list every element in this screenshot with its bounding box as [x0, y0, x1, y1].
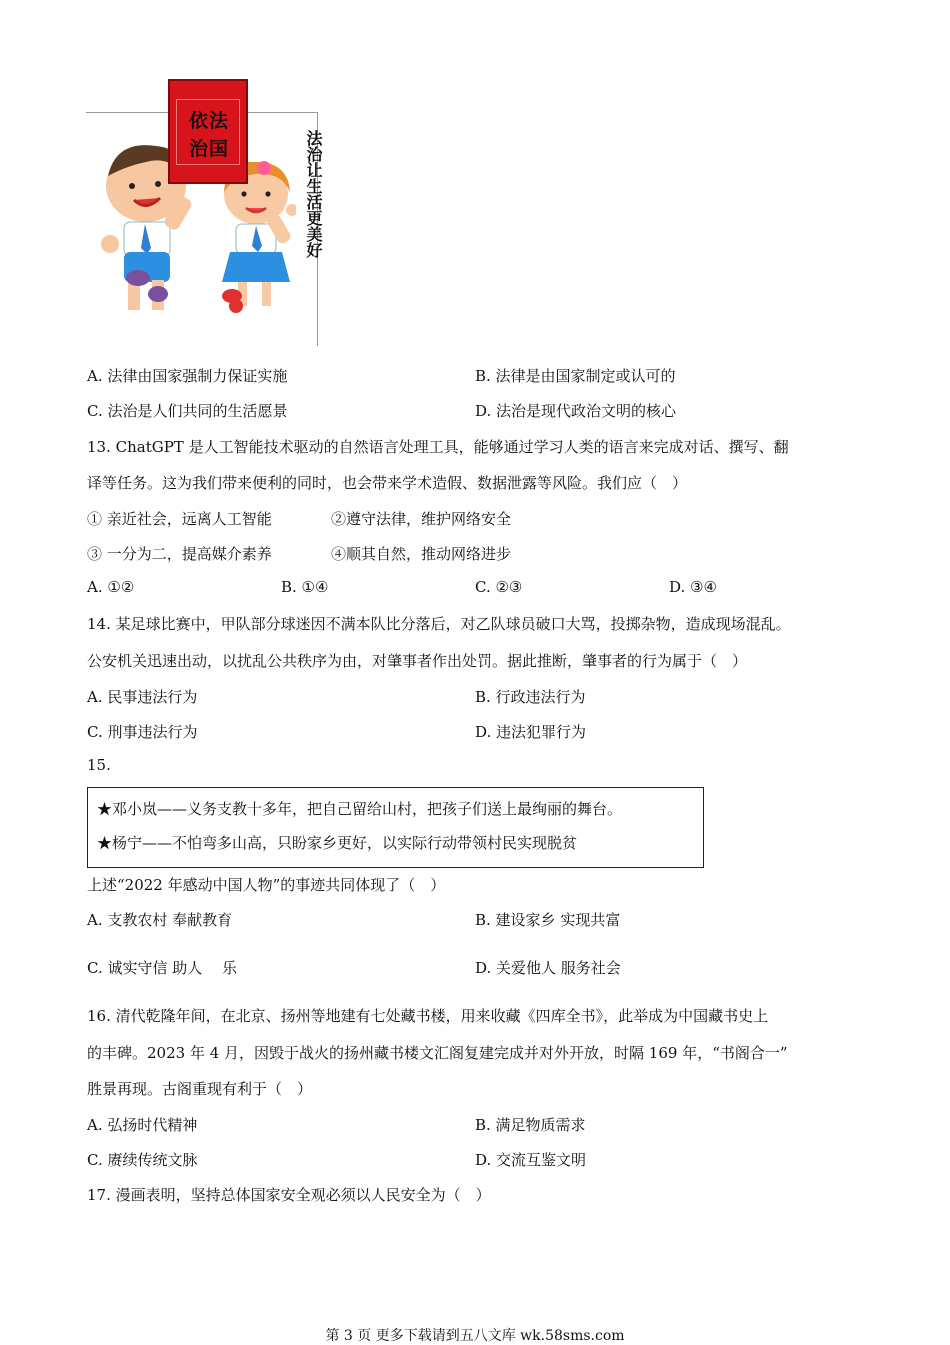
- q13-stem-line2: 译等任务。这为我们带来便利的同时，也会带来学术造假、数据泄露等风险。我们应（ ）: [87, 474, 688, 492]
- q12-option-c: C. 法治是人们共同的生活愿景: [87, 402, 288, 420]
- q16-stem-line2: 的丰碑。2023 年 4 月，因毁于战火的扬州藏书楼文汇阁复建完成并对外开放，时隔 169 年，“书阁合一”: [87, 1044, 788, 1062]
- q16-option-c: C. 赓续传统文脉: [87, 1151, 198, 1169]
- q15-stem: 上述“2022 年感动中国人物”的事迹共同体现了（ ）: [87, 876, 446, 894]
- q13-option-c: C. ②③: [475, 578, 523, 596]
- q15-material-box: [87, 787, 704, 868]
- q13-option-a: A. ①②: [87, 578, 135, 596]
- slogan-vertical: 法治让生活更美好: [304, 130, 323, 258]
- q12-option-b: B. 法律是由国家制定或认可的: [475, 367, 676, 385]
- q16-stem-line3: 胜景再现。古阁重现有利于（ ）: [87, 1080, 313, 1098]
- q15-option-b: B. 建设家乡 实现共富: [475, 911, 621, 929]
- q16-option-a: A. 弘扬时代精神: [87, 1116, 198, 1134]
- book-label: [176, 99, 240, 165]
- q13-stem-line1: 13. ChatGPT 是人工智能技术驱动的自然语言处理工具，能够通过学习人类的语言来完成对话、撰写、翻: [87, 438, 789, 456]
- q15-box-line2: ★杨宁——不怕弯多山高，只盼家乡更好，以实际行动带领村民实现脱贫: [97, 834, 578, 852]
- q16-option-d: D. 交流互鉴文明: [475, 1151, 587, 1169]
- q15-box-line1: ★邓小岚——义务支教十多年，把自己留给山村，把孩子们送上最绚丽的舞台。: [97, 800, 623, 818]
- q12-option-a: A. 法律由国家强制力保证实施: [87, 367, 288, 385]
- q12-option-d: D. 法治是现代政治文明的核心: [475, 402, 677, 420]
- book-title-line1: 依法: [188, 110, 229, 132]
- q14-stem-line1: 14. 某足球比赛中，甲队部分球迷因不满本队比分落后，对乙队球员破口大骂，投掷杂物，造成现场混乱。: [87, 615, 791, 633]
- q13-item-1: ① 亲近社会，远离人工智能: [87, 510, 272, 528]
- q14-option-d: D. 违法犯罪行为: [475, 723, 587, 741]
- q15-option-d: D. 关爱他人 服务社会: [475, 959, 621, 977]
- q14-stem-line2: 公安机关迅速出动，以扰乱公共秩序为由，对肇事者作出处罚。据此推断，肇事者的行为属于（ ）: [87, 652, 748, 670]
- q13-option-b: B. ①④: [281, 578, 329, 596]
- law-illustration: [86, 76, 322, 346]
- q16-option-b: B. 满足物质需求: [475, 1116, 586, 1134]
- q14-option-b: B. 行政违法行为: [475, 688, 586, 706]
- q15-number: 15.: [87, 756, 111, 774]
- q15-option-a: A. 支教农村 奉献教育: [87, 911, 233, 929]
- q15-option-c: C. 诚实守信 助人 乐: [87, 959, 238, 977]
- q17-stem: 17. 漫画表明，坚持总体国家安全观必须以人民安全为（ ）: [87, 1186, 491, 1204]
- book-title-line2: 治国: [188, 138, 229, 160]
- page-footer: 第 3 页 更多下载请到五八文库 wk.58sms.com: [325, 1328, 625, 1344]
- q14-option-a: A. 民事违法行为: [87, 688, 198, 706]
- law-book: [168, 79, 248, 184]
- q13-option-d: D. ③④: [669, 578, 717, 596]
- q13-item-3: ③ 一分为二，提高媒介素养: [87, 545, 272, 563]
- q13-item-4: ④顺其自然，推动网络进步: [331, 545, 512, 563]
- q13-item-2: ②遵守法律，维护网络安全: [331, 510, 512, 528]
- q16-stem-line1: 16. 清代乾隆年间，在北京、扬州等地建有七处藏书楼，用来收藏《四库全书》，此举成为中国藏书史上: [87, 1007, 769, 1025]
- q14-option-c: C. 刑事违法行为: [87, 723, 198, 741]
